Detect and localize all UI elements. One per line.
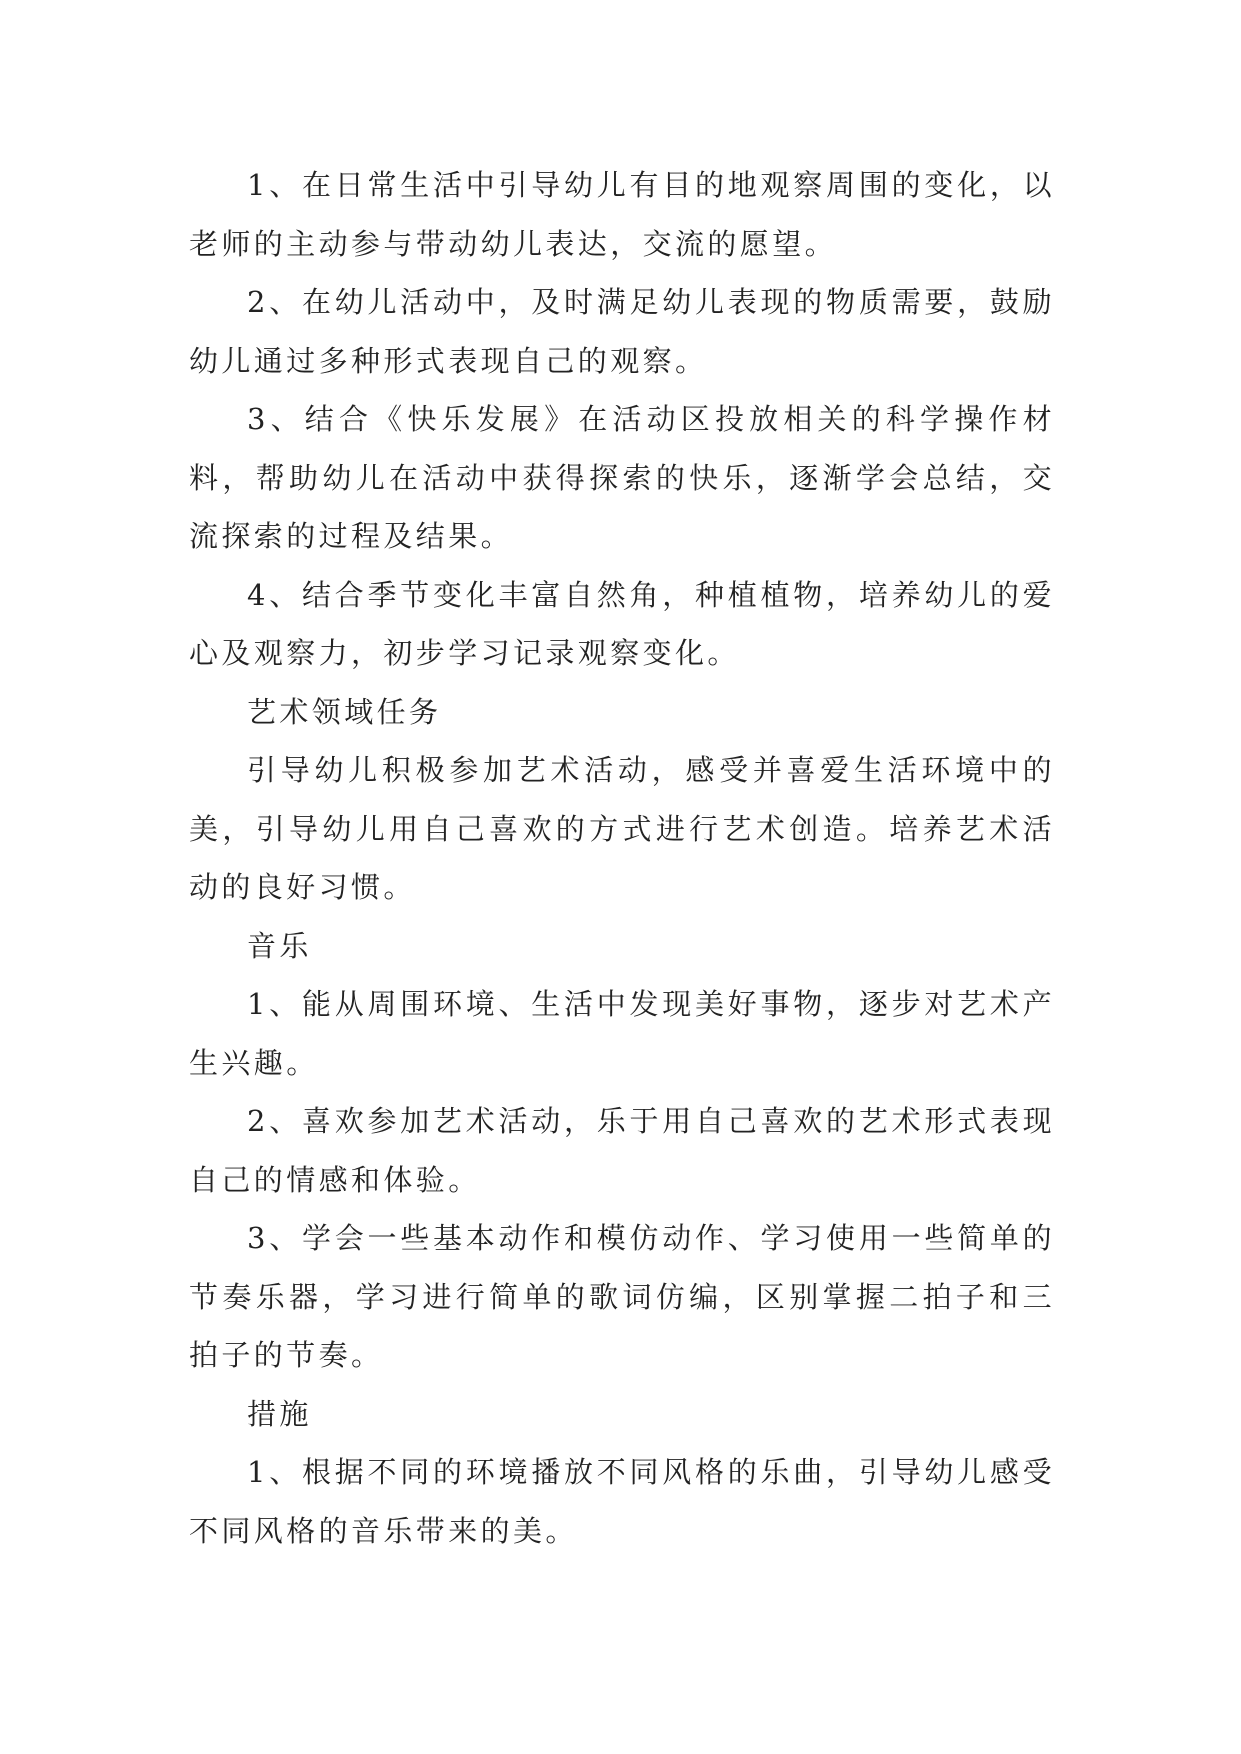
heading-music: 音乐 (247, 928, 312, 963)
paragraph-music-expression: 2、喜欢参加艺术活动，乐于用自己喜欢的艺术形式表现自己的情感和体验。 (189, 1104, 1055, 1197)
paragraph-art-activities: 引导幼儿积极参加艺术活动，感受并喜爱生活环境中的美，引导幼儿用自己喜欢的方式进行艺术创造。培养艺术活动的良好习惯。 (189, 753, 1055, 904)
paragraph-music-interest: 1、能从周围环境、生活中发现美好事物，逐步对艺术产生兴趣。 (189, 987, 1055, 1080)
heading-measures: 措施 (247, 1396, 312, 1431)
paragraph-music-rhythm: 3、学会一些基本动作和模仿动作、学习使用一些简单的节奏乐器，学习进行简单的歌词仿编，区别掌握二拍子和三拍子的节奏。 (189, 1221, 1055, 1372)
paragraph-music-styles: 1、根据不同的环境播放不同风格的乐曲，引导幼儿感受不同风格的音乐带来的美。 (189, 1455, 1055, 1548)
paragraph-observation-guidance: 1、在日常生活中引导幼儿有目的地观察周围的变化，以老师的主动参与带动幼儿表达，交流的愿望。 (189, 168, 1055, 261)
heading-art-domain-tasks: 艺术领域任务 (247, 694, 442, 729)
paragraph-nature-corner: 4、结合季节变化丰富自然角，种植植物，培养幼儿的爱心及观察力，初步学习记录观察变化。 (189, 577, 1055, 670)
paragraph-science-materials: 3、结合《快乐发展》在活动区投放相关的科学操作材料，帮助幼儿在活动中获得探索的快乐，逐渐学会总结，交流探索的过程及结果。 (189, 402, 1055, 553)
document-body (189, 156, 1055, 1560)
paragraph-material-needs: 2、在幼儿活动中，及时满足幼儿表现的物质需要，鼓励幼儿通过多种形式表现自己的观察。 (189, 285, 1055, 378)
